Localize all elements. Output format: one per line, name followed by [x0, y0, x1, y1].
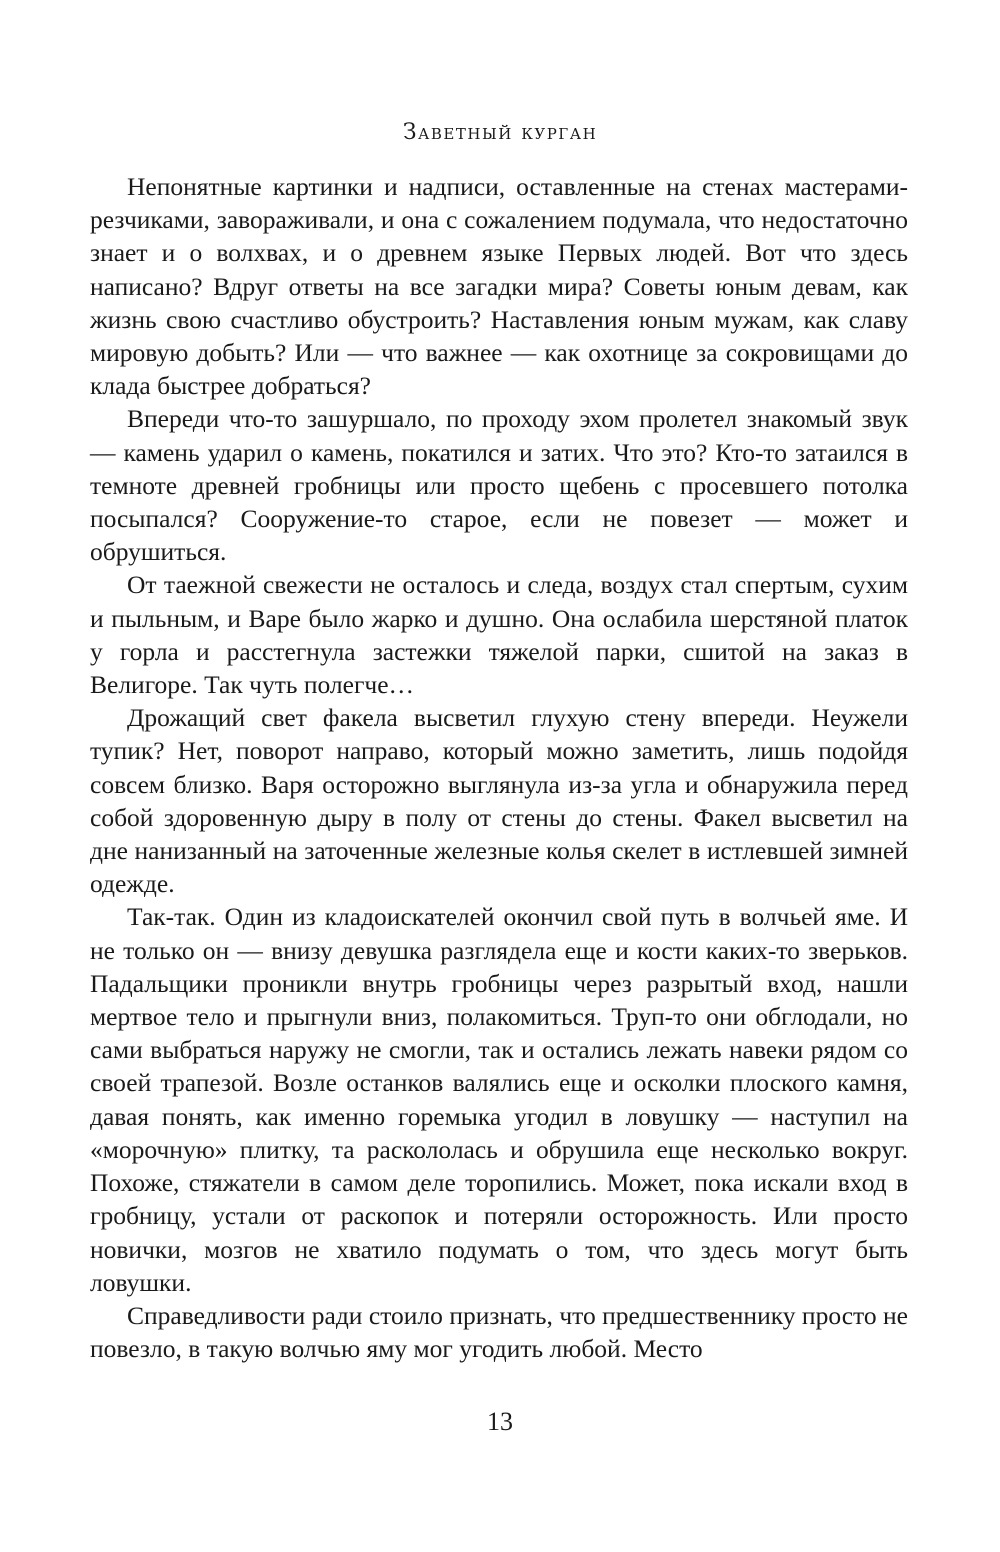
paragraph-6: Справедливости ради стоило признать, что предшественнику просто не повезло, в такую волчью яму мог угодить любой. Место [90, 1300, 908, 1364]
paragraph-3: От таежной свежести не осталось и следа, воздух стал спертым, сухим и пыльным, и Варе было жарко и душно. Она ослабила шерстяной платок у горла и расстегнула застежки тяжелой парки, сшитой на заказ в Велигоре. Так чуть полегче… [90, 570, 908, 700]
paragraph-5: Так-так. Один из кладоискателей окончил свой путь в волчьей яме. И не только он — внизу девушка разглядела еще и кости каких-то зверьков. Падальщики проникли внутрь гробницы через разрытый вход, нашли мертвое тело и прыгнули вниз, полакомиться. Труп-то они обглодали, но сами выбраться наружу не смогли, так и остались лежать навеки рядом со своей трапезой. Возле останков валялись еще и осколки плоского камня, давая понять, как именно горемыка угодил в ловушку — наступил на «морочную» плитку, та раскололась и обрушила еще несколько вокруг. Похоже, стяжатели в самом деле торопились. Может, пока искали вход в гробницу, устали от раскопок и потеряли осторожность. Или просто новички, мозгов не хватило подумать о том, что здесь могут быть ловушки. [90, 902, 908, 1297]
body-text [90, 170, 908, 1365]
paragraph-1: Непонятные картинки и надписи, оставленные на стенах мастерами-резчиками, завораживали, и она с сожалением подумала, что недостаточно знает и о волхвах, и о древнем языке Первых людей. Вот что здесь написано? Вдруг ответы на все загадки мира? Советы юным девам, как жизнь свою счастливо обустроить? Наставления юным мужам, как славу мировую добыть? Или — что важнее — как охотнице за сокровищами до клада быстрее добраться? [90, 172, 908, 401]
running-head: Заветный курган [402, 120, 598, 145]
paragraph-4: Дрожащий свет факела высветил глухую стену впереди. Неужели тупик? Нет, поворот направо, который можно заметить, лишь подойдя совсем близко. Варя осторожно выглянула из-за угла и обнаружила перед собой здоровенную дыру в полу от стены до стены. Факел высветил на дне нанизанный на заточенные железные колья скелет в истлевшей зимней одежде. [90, 703, 908, 899]
paragraph-2: Впереди что-то зашуршало, по проходу эхом пролетел знакомый звук — камень ударил о камень, покатился и затих. Что это? Кто-то затаился в темноте древней гробницы или просто щебень с просевшего потолка посыпался? Сооружение-то старое, если не повезет — может и обрушиться. [90, 404, 908, 567]
page-number: 13 [487, 1407, 513, 1436]
